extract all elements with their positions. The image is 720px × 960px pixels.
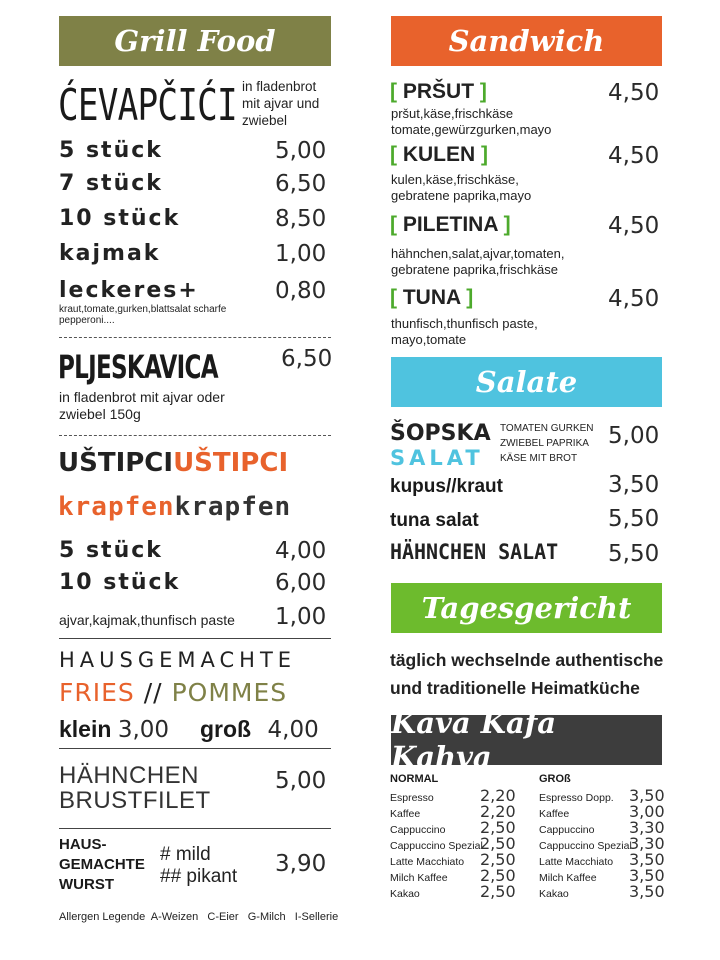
coffee-item-price: 3,50	[629, 786, 665, 805]
divider	[59, 638, 331, 639]
coffee-item-label: Latte Macchiato	[390, 856, 465, 868]
ustipci-title-dark: UŠTIPCI	[58, 448, 174, 478]
sandwich-price: 4,50	[608, 286, 660, 312]
coffee-normal-heading: NORMAL	[390, 773, 439, 785]
sandwich-name: PILETINA	[402, 213, 498, 236]
pljeskavica-title: PLJESKAVICA	[58, 348, 218, 386]
krapfen-dark: krapfen	[174, 492, 292, 522]
klein-price: 3,00	[117, 717, 170, 743]
divider	[59, 435, 331, 436]
gross-label: groß	[200, 716, 252, 742]
salad-item-price: 3,50	[608, 472, 660, 498]
grill-item-label: leckeres+	[59, 278, 199, 303]
grill-item-label: 5 stück	[59, 138, 163, 163]
coffee-item-price: 3,00	[629, 802, 665, 821]
wurst-line2: GEMACHTE	[59, 856, 145, 873]
sandwich-title: Sandwich	[448, 24, 605, 58]
coffee-item-price: 2,50	[480, 850, 516, 869]
sandwich-item-name	[390, 213, 511, 237]
ustipci-extras-price: 1,00	[275, 604, 327, 630]
coffee-item-label: Latte Macchiato	[539, 856, 614, 868]
kava-banner	[391, 706, 662, 774]
coffee-item-label: Kaffee	[390, 808, 421, 820]
coffee-item-label: Espresso Dopp.	[539, 792, 614, 804]
sandwich-banner	[391, 16, 662, 66]
sandwich-description: thunfisch,thunfisch paste, mayo,tomate	[391, 316, 538, 347]
sopska-salat: SALAT	[390, 446, 484, 470]
coffee-item-price: 2,20	[480, 786, 516, 805]
grill-item-price: 6,50	[275, 171, 327, 197]
brustfilet-price: 5,00	[275, 768, 327, 794]
salad-item-price: 5,50	[608, 506, 660, 532]
divider	[59, 337, 331, 338]
coffee-item-label: Cappuccino Spezial	[390, 840, 483, 852]
coffee-gross-heading: GROß	[539, 773, 571, 785]
coffee-item-label: Kakao	[539, 888, 569, 900]
brustfilet-line1: HÄHNCHEN	[59, 762, 200, 789]
hausgemachte-heading: HAUSGEMACHTE	[59, 648, 297, 672]
fries-separator: //	[143, 678, 163, 707]
ustipci-item-price: 6,00	[275, 570, 327, 596]
coffee-item-price: 2,50	[480, 818, 516, 837]
coffee-item-label: Kaffee	[539, 808, 570, 820]
salad-item-label: HÄHNCHEN SALAT	[390, 540, 559, 564]
coffee-item-label: Milch Kaffee	[390, 872, 448, 884]
bracket-open: [	[390, 286, 397, 309]
ustipci-item-label: 10 stück	[59, 570, 181, 595]
sandwich-description: kulen,käse,frischkäse, gebratene paprika,mayo	[391, 172, 532, 203]
grill-food-title: Grill Food	[114, 24, 276, 58]
kava-title: Kava Kafa Kahva	[391, 706, 556, 774]
ustipci-title-orange: UŠTIPCI	[173, 448, 289, 478]
fries-pommes	[59, 678, 287, 707]
coffee-item-label: Cappuccino Spezial	[539, 840, 632, 852]
allergen-legend: Allergen Legende A-Weizen C-Eier G-Milch I-Sellerie	[59, 911, 339, 923]
divider	[59, 828, 331, 829]
bracket-close: ]	[466, 286, 474, 309]
sandwich-price: 4,50	[608, 143, 660, 169]
tagesgericht-title: Tagesgericht	[421, 591, 632, 625]
salate-banner	[391, 357, 662, 407]
coffee-item-price: 2,50	[480, 882, 516, 901]
sandwich-name: PRŠUT	[402, 80, 475, 103]
grill-item-label: 10 stück	[59, 206, 181, 231]
krapfen-subtitle	[58, 492, 291, 522]
grill-item-price: 1,00	[275, 241, 327, 267]
ustipci-item-price: 4,00	[275, 538, 327, 564]
sopska-price: 5,00	[608, 423, 660, 449]
sopska-description: TOMATEN GURKEN ZWIEBEL PAPRIKA KÄSE MIT BROT	[500, 423, 594, 464]
salate-title: Salate	[475, 365, 578, 399]
coffee-item-price: 3,50	[629, 850, 665, 869]
coffee-item-label: Cappuccino	[390, 824, 446, 836]
coffee-item-price: 3,50	[629, 866, 665, 885]
bracket-open: [	[390, 213, 397, 236]
wurst-line3: WURST	[59, 876, 114, 893]
wurst-line1: HAUS-	[59, 836, 107, 853]
sandwich-item-name	[390, 286, 473, 310]
wurst-pikant: ## pikant	[160, 866, 238, 887]
sandwich-item-name	[390, 80, 487, 104]
ustipci-item-label: 5 stück	[59, 538, 163, 563]
grill-item-price: 0,80	[275, 278, 327, 304]
tagesgericht-line1: täglich wechselnde authentische	[390, 650, 664, 670]
wurst-price: 3,90	[275, 851, 327, 877]
coffee-item-price: 3,50	[629, 882, 665, 901]
fries-label: FRIES	[59, 678, 135, 707]
tagesgericht-banner	[391, 583, 662, 633]
sopska-title: ŠOPSKA	[390, 421, 491, 446]
ustipci-extras-label: ajvar,kajmak,thunfisch paste	[59, 612, 235, 628]
coffee-item-price: 2,50	[480, 866, 516, 885]
fries-sizes	[59, 716, 169, 743]
leckeres-description: kraut,tomate,gurken,blattsalat scharfe pepperoni....	[59, 304, 227, 326]
pljeskavica-description: in fladenbrot mit ajvar oder zwiebel 150g	[59, 389, 225, 422]
grill-item-label: kajmak	[59, 241, 161, 266]
coffee-item-label: Espresso	[390, 792, 434, 804]
wurst-mild: # mild	[160, 844, 211, 865]
tagesgericht-line2: und traditionelle Heimatküche	[390, 678, 640, 698]
sandwich-name: TUNA	[402, 286, 461, 309]
salad-item-price: 5,50	[608, 541, 660, 567]
coffee-item-price: 2,50	[480, 834, 516, 853]
cevapcici-title: ĆEVAPČIĆI	[58, 80, 237, 131]
gross-price: 4,00	[267, 717, 319, 743]
sandwich-price: 4,50	[608, 213, 660, 239]
divider	[59, 748, 331, 749]
sandwich-description: pršut,käse,frischkäse tomate,gewürzgurken,mayo	[391, 106, 552, 137]
pommes-label: POMMES	[171, 678, 288, 707]
salad-item-label: tuna salat	[390, 510, 479, 531]
brustfilet-line2: BRUSTFILET	[59, 787, 211, 814]
bracket-close: ]	[503, 213, 511, 236]
coffee-item-label: Cappuccino	[539, 824, 595, 836]
coffee-item-price: 3,30	[629, 834, 665, 853]
grill-item-label: 7 stück	[59, 171, 163, 196]
grill-food-banner	[59, 16, 331, 66]
grill-item-price: 5,00	[275, 138, 327, 164]
bracket-close: ]	[481, 143, 489, 166]
coffee-item-price: 3,30	[629, 818, 665, 837]
bracket-close: ]	[479, 80, 487, 103]
pljeskavica-price: 6,50	[281, 346, 333, 372]
grill-item-price: 8,50	[275, 206, 327, 232]
gross-size	[200, 716, 319, 743]
sandwich-price: 4,50	[608, 80, 660, 106]
ustipci-title	[58, 448, 288, 478]
coffee-item-price: 2,20	[480, 802, 516, 821]
sandwich-name: KULEN	[402, 143, 476, 166]
salad-item-label: kupus//kraut	[390, 476, 503, 497]
coffee-item-label: Kakao	[390, 888, 420, 900]
sandwich-item-name	[390, 143, 488, 167]
krapfen-orange: krapfen	[58, 492, 175, 522]
sandwich-description: hähnchen,salat,ajvar,tomaten, gebratene paprika,frischkäse	[391, 246, 565, 277]
bracket-open: [	[390, 143, 397, 166]
klein-label: klein	[59, 716, 112, 742]
bracket-open: [	[390, 80, 397, 103]
coffee-item-label: Milch Kaffee	[539, 872, 597, 884]
cevapcici-description: in fladenbrot mit ajvar und zwiebel	[242, 79, 320, 128]
